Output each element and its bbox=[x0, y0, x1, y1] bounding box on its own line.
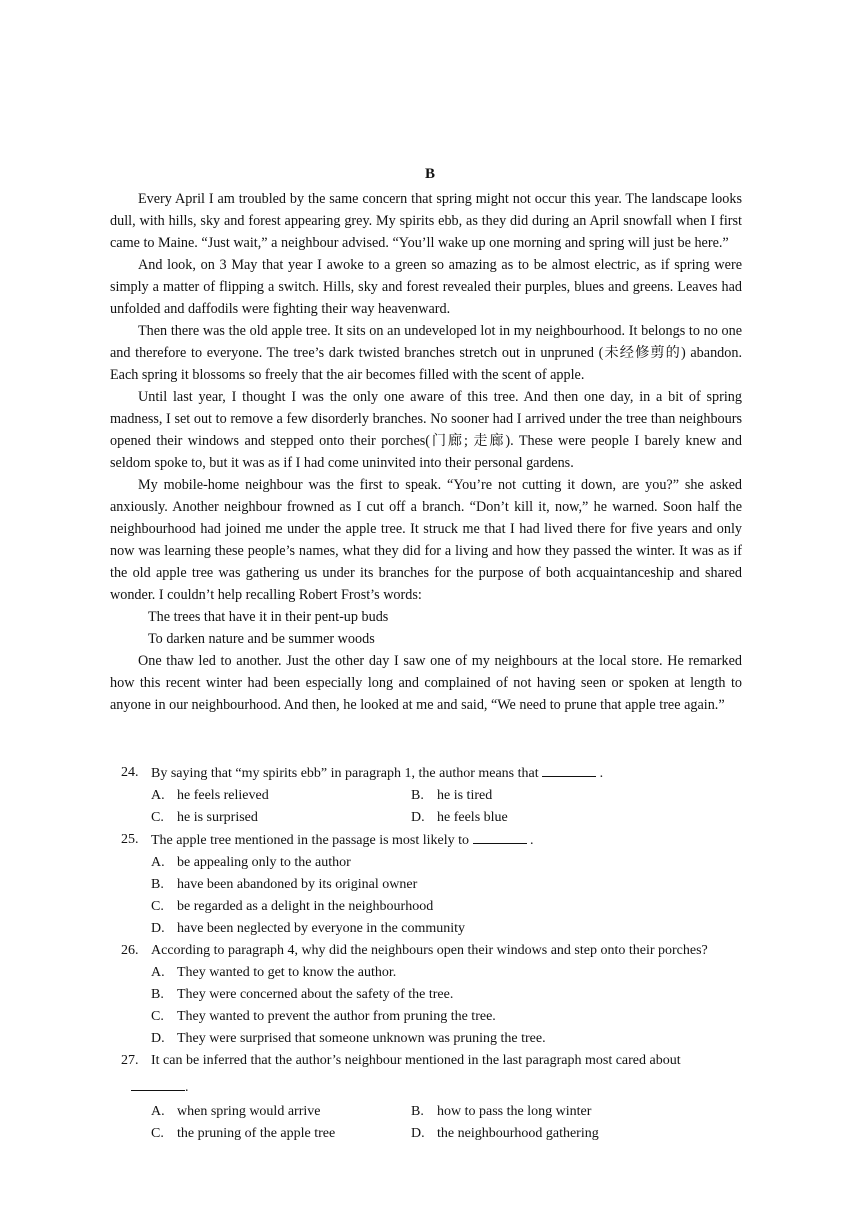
option-letter: C. bbox=[151, 810, 164, 825]
question-stem-text: According to paragraph 4, why did the neighbours open their windows and step onto their porches? bbox=[151, 943, 708, 958]
option-c bbox=[151, 1006, 761, 1028]
poem-line-1: The trees that have it in their pent-up buds bbox=[148, 609, 389, 625]
stem-period: . bbox=[599, 766, 604, 781]
option-letter: D. bbox=[411, 810, 425, 825]
option-b bbox=[151, 874, 761, 896]
option-text: how to pass the long winter bbox=[437, 1104, 592, 1119]
option-a bbox=[151, 1101, 411, 1123]
passage-paragraph-3: Then there was the old apple tree. It sits on an undeveloped lot in my neighbourhood. It belongs to no one and therefore to everyone. The tree’s dark twisted branches stretch out in unpruned (未经修剪的) abandon. Each spring it blossoms so freely that the air becomes filled with the scent of apple. bbox=[110, 323, 742, 383]
question-stem-text: It can be inferred that the author’s neighbour mentioned in the last paragraph most cared about bbox=[151, 1053, 681, 1068]
answer-blank bbox=[131, 1076, 185, 1091]
question-number: 24. bbox=[121, 765, 139, 780]
option-text: he is tired bbox=[437, 788, 493, 803]
question-27 bbox=[121, 1050, 761, 1145]
option-letter: D. bbox=[151, 1031, 165, 1046]
option-a bbox=[151, 852, 761, 874]
option-text: They wanted to prevent the author from pruning the tree. bbox=[177, 1009, 496, 1024]
poem-line-2: To darken nature and be summer woods bbox=[148, 631, 375, 647]
option-text: he is surprised bbox=[177, 810, 258, 825]
passage-paragraph-4: Until last year, I thought I was the only one aware of this tree. And then one day, in a bit of spring madness, I set out to remove a few disorderly branches. No sooner had I arrived under the tree than neighbours opened their windows and stepped onto their porches(门廊; 走廊). These were people I barely knew and seldom spoke to, but it was as if I had come uninvited into their personal gardens. bbox=[110, 389, 742, 471]
option-d bbox=[151, 918, 761, 940]
answer-blank bbox=[473, 829, 527, 844]
option-letter: C. bbox=[151, 1126, 164, 1141]
stem-period: . bbox=[530, 833, 534, 848]
option-text: be regarded as a delight in the neighbourhood bbox=[177, 899, 434, 914]
option-letter: A. bbox=[151, 855, 165, 870]
stem-period: . bbox=[185, 1080, 189, 1095]
option-letter: B. bbox=[151, 877, 164, 892]
passage-paragraph-1: Every April I am troubled by the same concern that spring might not occur this year. The landscape looks dull, with hills, sky and forest appearing grey. My spirits ebb, as they did during an April snowfall when I first came to Maine. “Just wait,” a neighbour advised. “You’ll wake up one morning and spring will just be here.” bbox=[110, 191, 742, 251]
answer-blank-row bbox=[121, 1076, 761, 1099]
passage-paragraph-5: My mobile-home neighbour was the first to speak. “You’re not cutting it down, are you?” she asked anxiously. Another neighbour frowned as I cut off a branch. “Don’t kill it, now,” he warned. Soon half the neighbourhood had joined me under the apple tree. It struck me that I had lived there for five years and only now was learning these people’s names, what they did for a living and how they passed the winter. It was as if the old apple tree was gathering us under its branches for the purpose of both acquaintanceship and shared wonder. I couldn’t help recalling Robert Frost’s words: bbox=[110, 477, 742, 603]
section-heading: B bbox=[424, 166, 435, 182]
option-b bbox=[411, 1101, 671, 1123]
question-stem bbox=[151, 762, 603, 785]
answer-blank bbox=[542, 762, 596, 777]
option-letter: A. bbox=[151, 1104, 165, 1119]
option-text: They were concerned about the safety of the tree. bbox=[177, 987, 454, 1002]
option-b bbox=[151, 984, 761, 1006]
option-letter: D. bbox=[151, 921, 165, 936]
option-text: have been abandoned by its original owner bbox=[177, 877, 418, 892]
option-text: the pruning of the apple tree bbox=[177, 1126, 336, 1141]
option-a bbox=[151, 962, 761, 984]
reading-passage bbox=[110, 188, 742, 716]
question-26 bbox=[121, 940, 761, 1050]
option-text: the neighbourhood gathering bbox=[437, 1126, 599, 1141]
option-letter: C. bbox=[151, 899, 164, 914]
option-a bbox=[151, 785, 411, 807]
question-number: 27. bbox=[121, 1053, 139, 1068]
passage-paragraph-6: One thaw led to another. Just the other day I saw one of my neighbours at the local store. He remarked how this recent winter had been especially long and complained of not having seen or spoken at length to anyone in our neighbourhood. And then, he looked at me and said, “We need to prune that apple tree again.” bbox=[110, 653, 742, 713]
option-letter: B. bbox=[411, 1104, 424, 1119]
option-letter: C. bbox=[151, 1009, 164, 1024]
question-stem-text: By saying that “my spirits ebb” in paragraph 1, the author means that bbox=[151, 766, 539, 781]
question-number: 26. bbox=[121, 943, 139, 958]
passage-paragraph-2: And look, on 3 May that year I awoke to a green so amazing as to be almost electric, as if spring were simply a matter of flipping a switch. Hills, sky and forest revealed their purples, blues and greens. Leaves had unfolded and daffodils were fighting their way heavenward. bbox=[110, 257, 742, 317]
option-text: They were surprised that someone unknown was pruning the tree. bbox=[177, 1031, 546, 1046]
question-stem-text: The apple tree mentioned in the passage is most likely to bbox=[151, 833, 470, 848]
option-letter: A. bbox=[151, 965, 165, 980]
question-number: 25. bbox=[121, 832, 139, 847]
option-d bbox=[411, 1123, 671, 1145]
option-c bbox=[151, 1123, 411, 1145]
option-c bbox=[151, 807, 411, 829]
option-text: he feels blue bbox=[437, 810, 508, 825]
option-text: he feels relieved bbox=[177, 788, 269, 803]
option-letter: B. bbox=[411, 788, 424, 803]
option-d bbox=[151, 1028, 761, 1050]
option-letter: A. bbox=[151, 788, 165, 803]
option-b bbox=[411, 785, 671, 807]
option-letter: B. bbox=[151, 987, 164, 1002]
option-text: They wanted to get to know the author. bbox=[177, 965, 397, 980]
question-25 bbox=[121, 829, 761, 940]
option-text: have been neglected by everyone in the community bbox=[177, 921, 466, 936]
option-letter: D. bbox=[411, 1126, 425, 1141]
question-stem bbox=[151, 829, 534, 852]
option-d bbox=[411, 807, 671, 829]
option-c bbox=[151, 896, 761, 918]
question-24 bbox=[121, 762, 761, 829]
option-text: when spring would arrive bbox=[177, 1104, 321, 1119]
question-list bbox=[121, 762, 761, 1145]
option-text: be appealing only to the author bbox=[177, 855, 351, 870]
